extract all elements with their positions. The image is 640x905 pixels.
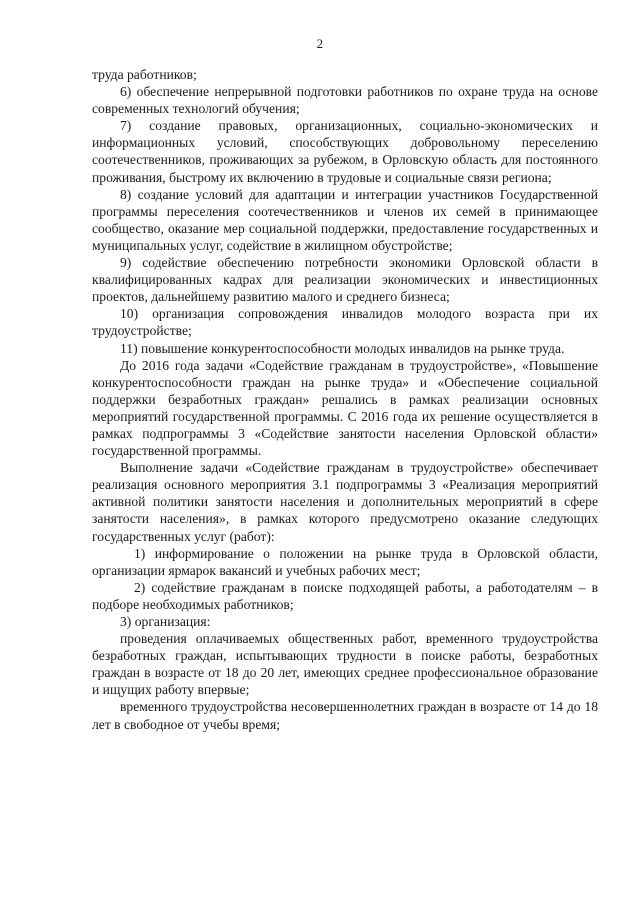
paragraph-item-11: 11) повышение конкурентоспособности молодых инвалидов на рынке труда. bbox=[120, 340, 565, 356]
paragraph-continuation: труда работников; bbox=[92, 67, 197, 82]
paragraph-public-works: проведения оплачиваемых общественных работ, временного трудоустройства безработных граждан, испытывающих трудности в поиске работы, безработных граждан в возрасте от 18 до 20 лет, имеющих среднее профессиональное образование и ищущих работу впервые; bbox=[92, 631, 598, 698]
paragraph-item-9: 9) содействие обеспечению потребности экономики Орловской области в квалифицированных кадрах для реализации экономических и инвестиционных проектов, дальнейшему развитию малого и среднего бизнеса; bbox=[92, 255, 598, 305]
paragraph-item-7: 7) создание правовых, организационных, социально-экономических и информационных условий, способствующих добровольному переселению соотечественников, проживающих за рубежом, в Орловскую область для постоянного проживания, быстрому их включению в трудовые и социальные связи региона; bbox=[92, 118, 598, 185]
paragraph-tasks-until-2016: До 2016 года задачи «Содействие гражданам в трудоустройстве», «Повышение конкурентоспособности граждан на рынке труда» и «Обеспечение социальной поддержки безработных граждан» решались в рамках реализации основных мероприятий государственной программы. С 2016 года их решение осуществляется в рамках подпрограммы 3 «Содействие занятости населения Орловской области» государственной программы. bbox=[92, 357, 598, 459]
document-body bbox=[92, 66, 598, 733]
paragraph-item-10: 10) организация сопровождения инвалидов молодого возраста при их трудоустройстве; bbox=[92, 306, 598, 339]
paragraph-service-1: 1) информирование о положении на рынке труда в Орловской области, организации ярмарок вакансий и учебных рабочих мест; bbox=[92, 545, 598, 578]
page-number: 2 bbox=[316, 36, 324, 51]
paragraph-minors-employment: временного трудоустройства несовершеннолетних граждан в возрасте от 14 до 18 лет в свободное от учебы время; bbox=[92, 699, 598, 732]
paragraph-service-3: 3) организация: bbox=[120, 614, 211, 629]
paragraph-task-execution: Выполнение задачи «Содействие гражданам в трудоустройстве» обеспечивает реализация основного мероприятия 3.1 подпрограммы 3 «Реализация мероприятий активной политики занятости населения и дополнительных мероприятий в сфере занятости населения», в рамках которого предусмотрено оказание следующих государственных услуг (работ): bbox=[92, 460, 598, 544]
paragraph-item-8: 8) создание условий для адаптации и интеграции участников Государственной программы переселения соотечественников и членов их семей в принимающее сообщество, оказание мер социальной поддержки, предоставление государственных и муниципальных услуг, содействие в жилищном обустройстве; bbox=[92, 186, 598, 253]
paragraph-service-2: 2) содействие гражданам в поиске подходящей работы, а работодателям – в подборе необходимых работников; bbox=[92, 579, 598, 612]
paragraph-item-6: 6) обеспечение непрерывной подготовки работников по охране труда на основе современных технологий обучения; bbox=[92, 84, 598, 117]
